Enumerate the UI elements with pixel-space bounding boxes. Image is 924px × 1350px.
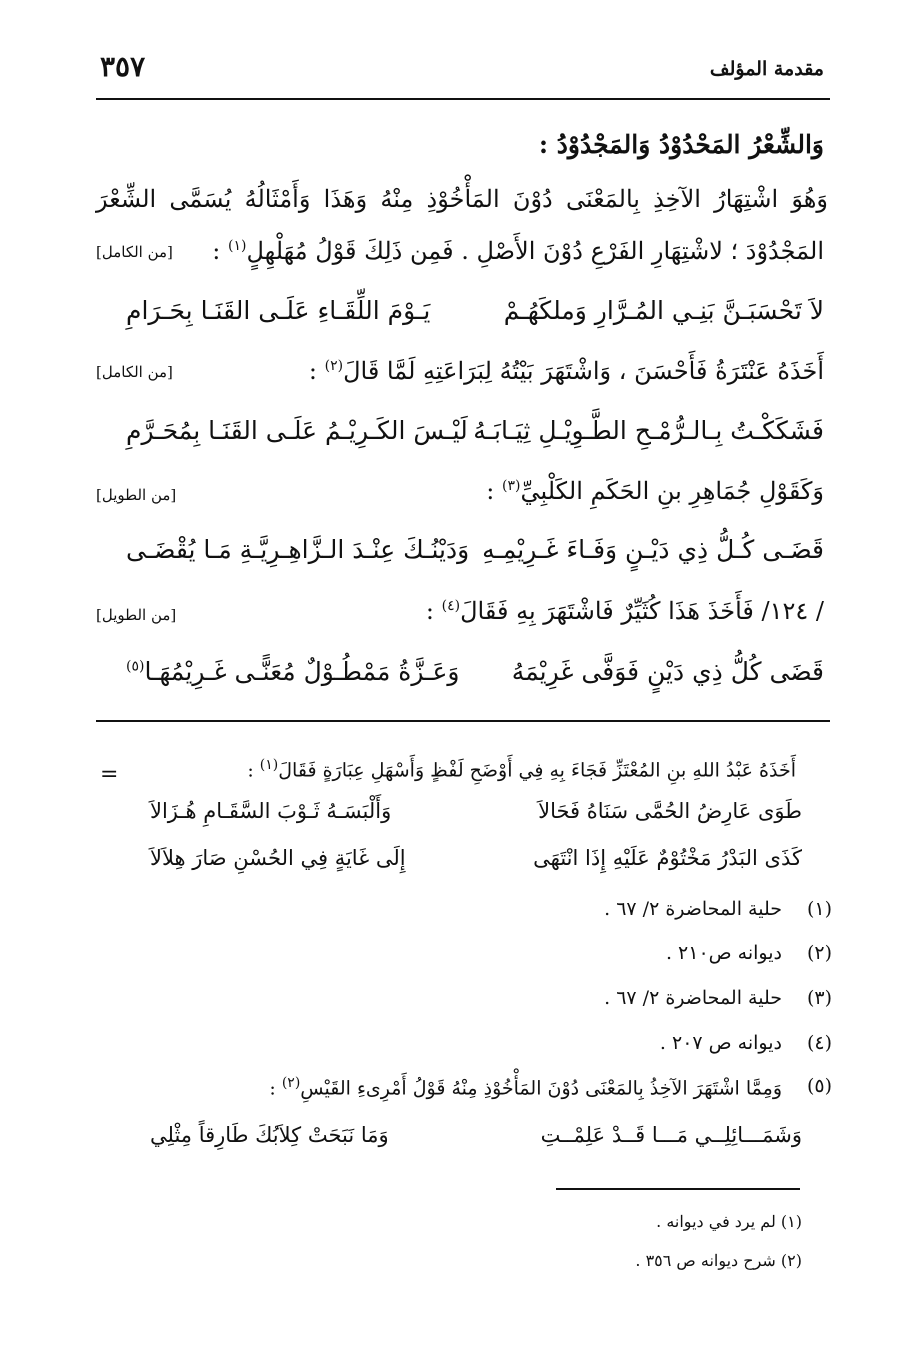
sub-footnote: (٢) شرح ديوانه ص ٣٥٦ . [635,1251,802,1270]
footnote-verse-line [150,846,802,870]
footnote-5 [269,1075,832,1099]
verse-first-hemistich: طَوَى عَارِضُ الحُمَّى سَنَاهُ فَحَالاَ [538,799,802,823]
footnote-1 [604,898,832,920]
verse-second-hemistich: وَدَيْنُـكَ عِنْـدَ الـزَّاهِـرِيَّـةِ مَـا يُقْضَـى [126,535,470,564]
verse-line [126,416,824,445]
running-header-title: مقدمة المؤلف [709,58,824,80]
header-rule [96,98,830,100]
paragraph-text: المَجْدُوْدَ ؛ لاشْتِهَارِ الفَرْعِ دُوْنَ الأَصْلِ . فَمِن ذَلِكَ قَوْلُ مُهَلْهِلٍ [246,237,824,265]
verse-line [126,535,824,564]
verse-second-hemistich: لَيْـسَ الكَـرِيْـمُ عَلَـى القَنَـا بِمُحَـرَّمِ [126,416,468,445]
footnote-ref: (٥) [126,658,145,675]
footnote-number: (٢) [806,942,832,964]
verse-second-hemistich [126,657,460,686]
footnote-ref: (٢) [281,1075,301,1091]
hemistich-text: وَعَـزَّةُ مَمْطُـوْلٌ مُعَنًّـى غَـرِيْمُهَـا [144,657,460,686]
paragraph-line [486,477,824,505]
verse-first-hemistich: لاَ تَحْسَبَـنَّ بَنِـي المُـرَّارِ وَملكَهُـمْ [503,296,824,325]
continuation-mark: = [100,762,119,787]
footnote-ref: (٢) [324,358,344,374]
paragraph-text: أَخَذَهُ عَنْتَرَةُ فَأَحْسَنَ ، وَاشْتَهَرَ بَيْتُهُ لِبَرَاعَتِهِ لَمَّا قَالَ [343,357,824,385]
footnote-verse-line [150,1123,802,1147]
footnote-ref: (١) [228,238,247,254]
footnote-number: (٤) [806,1032,832,1054]
sub-footnote-separator [556,1188,800,1190]
meter-label: [من الكامل] [96,363,173,381]
paragraph-line [212,237,824,265]
footnote-ref: (١) [259,757,279,773]
colon: : [212,237,228,265]
colon: : [425,597,442,625]
paragraph-line [426,597,824,625]
footnote-2 [666,942,832,964]
footnote-body: وَمِمَّا اشْتَهَرَ الآخِذُ بِالمَعْنَى دُوْنَ المَأْخُوْذِ مِنْهُ قَوْلُ أَمْرِىءِ القَيْسِ [300,1077,782,1100]
verse-first-hemistich: قَضَى كُلُّ ذِي دَيْنٍ فَوَفَّى غَرِيْمَهُ [511,657,824,686]
colon: : [247,759,260,782]
paragraph-text: وَكَقَوْلِ جُمَاهِرِ بنِ الحَكَمِ الكَلْبِيِّ [520,477,824,505]
colon: : [308,357,325,385]
footnote-verse-line [150,799,802,823]
footnote-text: ديوانه ص ٢٠٧ . [659,1032,782,1054]
paragraph-line: وَهُوَ اشْتِهَارُ الآخِذِ بِالمَعْنَى دُوْنَ المَأْخُوْذِ مِنْهُ وَهَذَا وَأَمْثَالُهُ يُسَمَّى الشِّعْرَ [96,185,828,213]
footnote-text: أَخَذَهُ عَبْدُ اللهِ بنِ المُعْتَزِّ فَجَاءَ بِهِ فِي أَوْضَحِ لَفْظٍ وَأَسْهَلِ عِبَارَةٍ فَقَالَ [278,759,796,782]
verse-second-hemistich: وَمَا نَبَحَتْ كِلاَبُكَ طَارِقاً مِثْلِي [150,1123,389,1147]
paragraph-line [309,357,824,385]
footnote-separator [96,720,830,722]
verse-line [126,296,824,325]
verse-second-hemistich: يَـوْمَ اللِّقَـاءِ عَلَـى القَنَـا بِحَـرَامِ [126,296,431,325]
paragraph-text: / ١٢٤/ فَأَخَذَ هَذَا كُثَيِّرٌ فَاشْتَهَرَ بِهِ فَقَالَ [460,597,824,625]
footnote-text: حلية المحاضرة ٢/ ٦٧ . [604,987,782,1009]
meter-label: [من الطويل] [96,486,177,504]
page-number: ٣٥٧ [100,50,146,83]
sub-footnote: (١) لم يرد في ديوانه . [656,1212,802,1231]
footnote-text: ديوانه ص٢١٠ . [665,942,782,964]
footnote-number: (٥) [806,1075,832,1097]
verse-second-hemistich: وَأَلْبَسَـهُ ثَـوْبَ السَّقَـامِ هُـزَالاَ [150,799,392,823]
verse-first-hemistich: قَضَـى كُـلُّ ذِي دَيْـنٍ وَفَـاءَ غَـرِيْمِـهِ [482,535,824,564]
footnote-number: (٣) [806,987,832,1009]
verse-line [126,657,824,686]
meter-label: [من الطويل] [96,606,177,624]
footnote-ref: (٣) [502,478,521,494]
meter-label: [من الكامل] [96,243,173,261]
verse-first-hemistich: فَشَكَكْـتُ بِـالـرُّمْـحِ الطَّـوِيْـلِ ثِيَـابَـهُ [473,416,824,445]
colon: : [486,477,503,505]
colon: : [269,1077,282,1100]
verse-first-hemistich: كَذَى البَدْرُ مَخْتُوْمٌ عَلَيْهِ إِذَا انْتَهَى [533,846,802,870]
verse-second-hemistich: إِلَى غَايَةٍ فِي الحُسْنِ صَارَ هِلاَلاَ [150,846,406,870]
footnote-4 [660,1032,832,1054]
verse-first-hemistich: وَشَمَـــائِلِــي مَـــا قَــدْ عَلِمْــتِ [540,1123,802,1147]
footnote-number: (١) [806,898,832,920]
footnote-text [269,1075,782,1099]
footnote-ref: (٤) [441,598,461,614]
section-heading: وَالشِّعْرُ المَحْدُوْدُ وَالمَجْدُوْدُ : [538,130,824,159]
footnote-continuation-line [247,757,796,781]
footnote-3 [604,987,832,1009]
footnote-text: حلية المحاضرة ٢/ ٦٧ . [604,898,782,920]
